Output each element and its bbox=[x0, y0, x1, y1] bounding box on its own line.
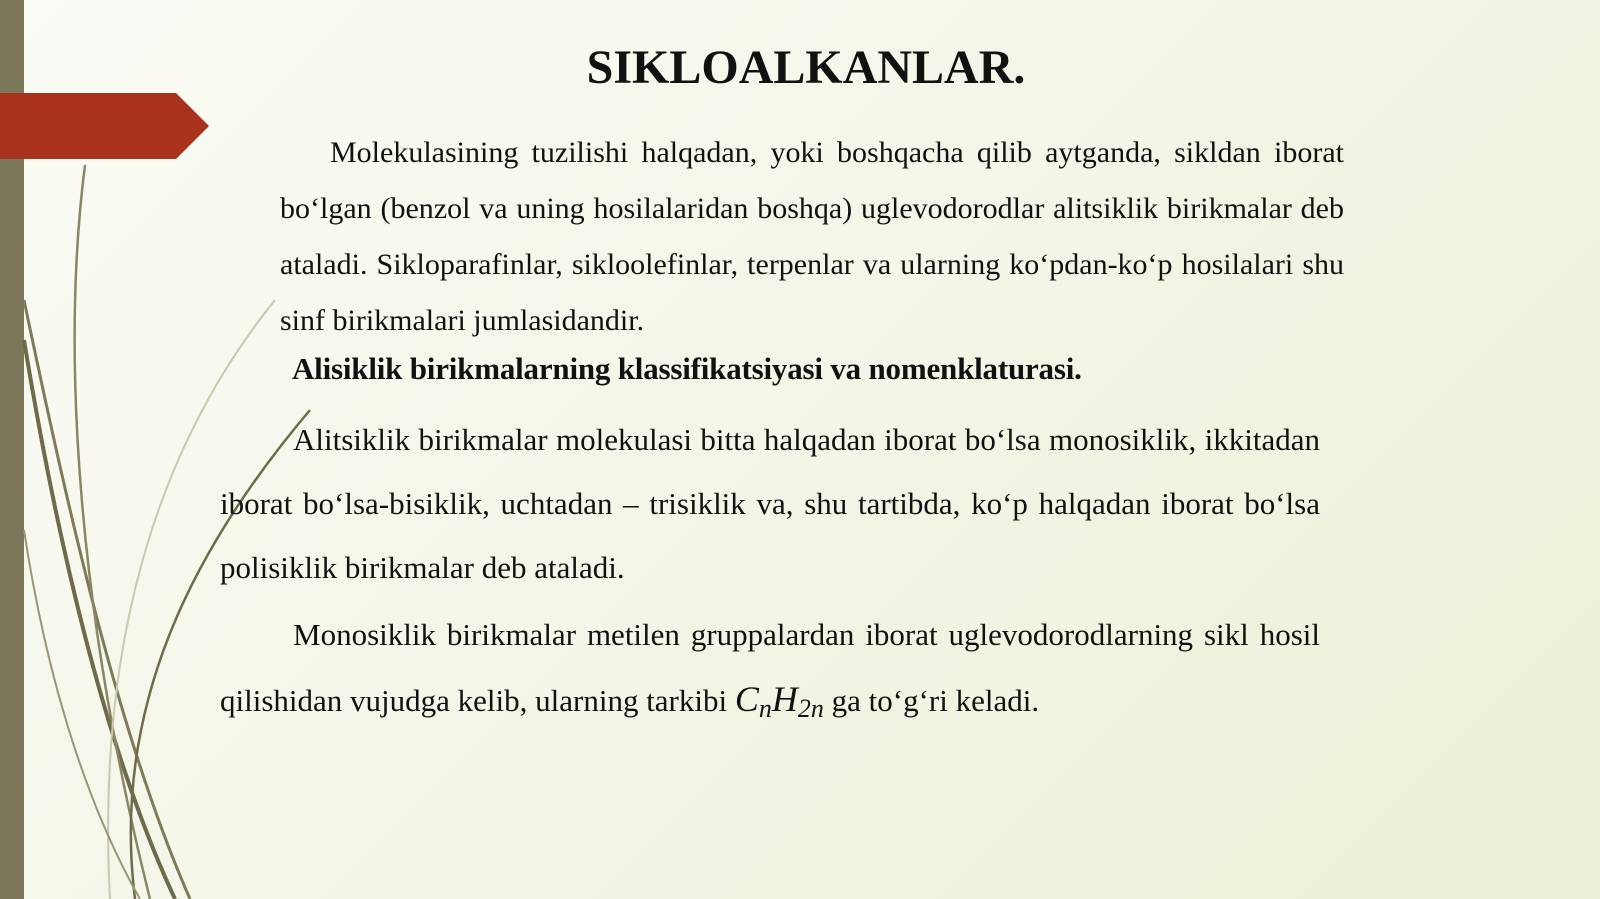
monocyclic-paragraph bbox=[220, 602, 1320, 741]
formula-n: n bbox=[758, 694, 772, 723]
slide-title: SIKLOALKANLAR. bbox=[586, 41, 1026, 94]
monocyclic-text-after: ga to‘g‘ri keladi. bbox=[823, 683, 1040, 718]
formula-c: C bbox=[734, 679, 759, 719]
formula-h: H bbox=[771, 679, 798, 719]
formula-2n: 2n bbox=[797, 694, 824, 723]
monocyclic-text-before: Monosiklik birikmalar metilen gruppalardan iborat uglevodorodlarning sikl hosil qilishidan vujudga kelib, ularning tarkibi bbox=[220, 617, 1320, 718]
general-formula bbox=[734, 679, 824, 723]
intro-paragraph: Molekulasining tuzilishi halqadan, yoki boshqacha qilib aytganda, sikldan iborat bo‘lgan (benzol va uning hosilalaridan boshqa) uglevodorodlar alitsiklik birikmalar deb ataladi. Sikloparafinlar, sikloolefinlar, terpenlar va ularning ko‘pdan-ko‘p hosilalari shu sinf birikmalari jumlasidandir. bbox=[280, 136, 1344, 337]
section-subheading: Alisiklik birikmalarning klassifikatsiyasi va nomenklaturasi. bbox=[292, 351, 1082, 386]
classification-paragraph: Alitsiklik birikmalar molekulasi bitta halqadan iborat bo‘lsa monosiklik, ikkitadan iborat bo‘lsa-bisiklik, uchtadan – trisiklik va, shu tartibda, ko‘p halqadan iborat bo‘lsa polisiklik birikmalar deb ataladi. bbox=[220, 422, 1320, 585]
